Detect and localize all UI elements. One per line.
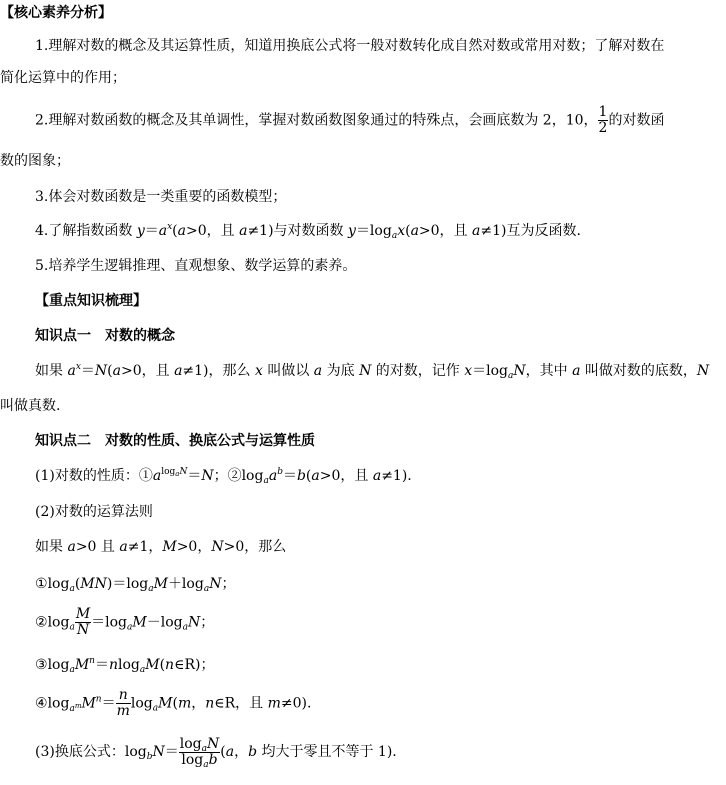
core-item-3: 3.体会对数函数是一类重要的函数模型； bbox=[35, 189, 287, 205]
core-item-1: 1.理解对数的概念及其运算性质，知道用换底公式将一般对数转化成自然对数或常用对数；了解对数在 bbox=[35, 38, 665, 54]
log-rules-heading: (2)对数的运算法则 bbox=[35, 504, 153, 520]
log-rule-2: $②\log_a$ $\frac{M}{N}$ $=\log_aM-\log_aN$； bbox=[35, 606, 215, 638]
core-item-4: 4.了解指数函数 $y=a^x(a>0$，且 a≠1)与对数函数 $y=\log_ax(a>0$，且 a≠1)互为反函数. bbox=[35, 222, 581, 241]
core-item-2: 2.理解对数函数的概念及其单调性，掌握对数函数图象通过的特殊点，会画底数为 2，10， $\frac{1}{2}$ 的对数函 bbox=[35, 104, 665, 136]
log-rules-condition: 如果 a>0 且 a≠1，M>0，N>0，那么 bbox=[35, 539, 287, 555]
fraction-m-over-n: $\frac{M}{N}$ bbox=[75, 606, 91, 638]
log-definition-cont: 叫做真数. bbox=[0, 398, 61, 414]
log-rule-3: $③\log_aM^n=nlog_aM(n\in R)$； bbox=[35, 656, 215, 675]
log-rule-4: $④\log_{a^m}M^n=$ $\frac{n}{m}$ $\log_aM(m$，n∈R，且 m≠0). bbox=[35, 687, 312, 719]
fraction-n-over-m: $\frac{n}{m}$ bbox=[116, 687, 130, 719]
core-item-5: 5.培养学生逻辑推理、直观想象、数学运算的素养。 bbox=[35, 258, 357, 274]
core-item-2-cont: 数的图象； bbox=[0, 153, 70, 169]
log-rule-1: $①\log_a(MN)=\log_aM+\log_aN$； bbox=[35, 576, 236, 594]
section-title-core: 【核心素养分析】 bbox=[0, 5, 112, 21]
knowledge-point-2-title: 知识点二 对数的性质、换底公式与运算性质 bbox=[35, 433, 315, 449]
core-item-1-cont: 简化运算中的作用； bbox=[0, 70, 126, 86]
fraction-change-of-base: $\frac{\log_aN}{\log_ab}$ bbox=[179, 735, 220, 770]
knowledge-point-1-title: 知识点一 对数的概念 bbox=[35, 328, 175, 344]
change-of-base-formula: (3)换底公式：$\log_bN=$ $\frac{\log_aN}{\log_ab}$ (a，b 均大于零且不等于 1). bbox=[35, 735, 397, 770]
fraction-one-half: $\frac{1}{2}$ bbox=[598, 104, 608, 136]
log-properties: (1)对数的性质：$①a^{log_aN}=N$；$②\log_aa^b=b(a>0$，且 a≠1). bbox=[35, 467, 412, 486]
section-title-key: 【重点知识梳理】 bbox=[35, 293, 147, 309]
log-definition: 如果 $a^x=N(a>0$，且 a≠1)，那么 x 叫做以 a 为底 N 的对数，记作 $x=\log_aN$，其中 a 叫做对数的底数，N bbox=[35, 362, 710, 381]
